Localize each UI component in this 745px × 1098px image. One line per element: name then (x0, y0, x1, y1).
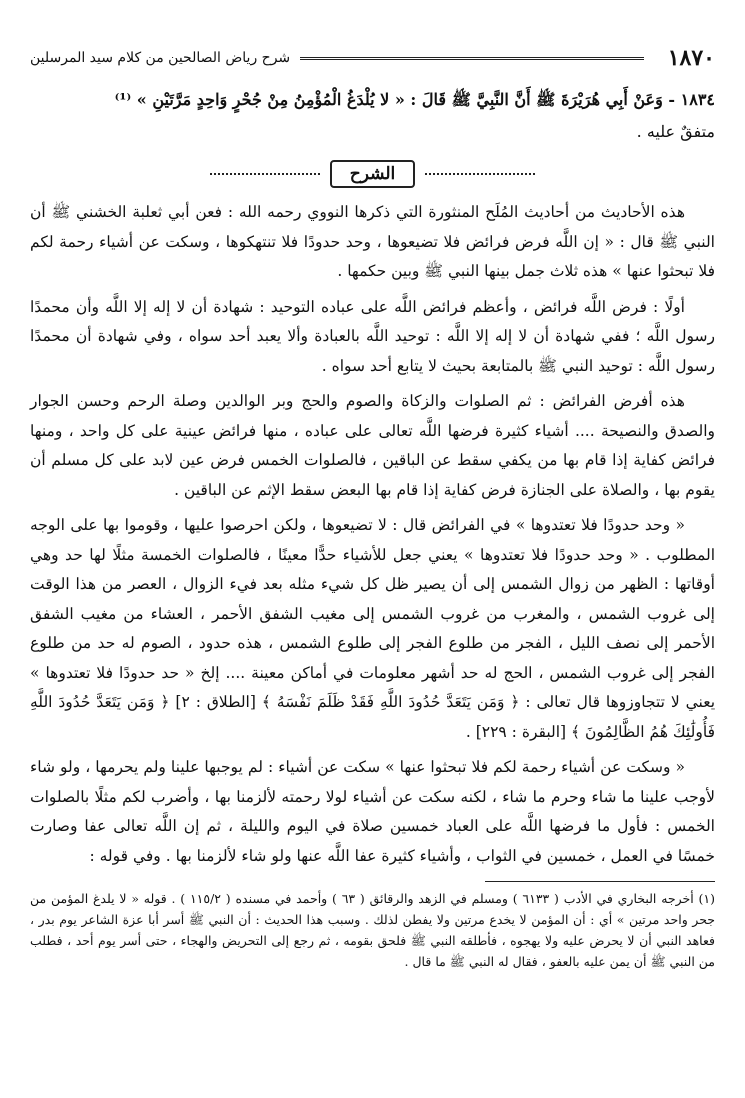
paragraph: « وحد حدودًا فلا تعتدوها » في الفرائض قال : لا تضيعوها ، ولكن احرصوا عليها ، وقوموا بها على الوجه المطلوب . « وحد حدودًا فلا تعتدوها » يعني جعل للأشياء حدًّا معينًا ، فالصلوات الخمسة مثلًا لها حد وهي أوقاتها : الظهر من زوال الشمس إلى أن يصير ظل كل شيء مثله بعد فيء الزوال ، العصر من هذا الوقت إلى غروب الشمس ، والمغرب من غروب الشمس إلى مغيب الشفق الأحمر ، العشاء من مغيب الشفق الأحمر إلى نصف الليل ، الفجر من طلوع الفجر إلى طلوع الشمس ، هذه حدود ، الصوم له حد من طلوع الفجر إلى غروب الشمس ، الحج له حد أشهر معلومات في أماكن معينة .... إلخ « حد حدودًا فلا تعتدوها » يعني لا تتجاوزوها قال تعالى : ﴿ وَمَن يَتَعَدَّ حُدُودَ اللَّهِ فَقَدْ ظَلَمَ نَفْسَهُ ﴾ [الطلاق : ٢] ﴿ وَمَن يَتَعَدَّ حُدُودَ اللَّهِ فَأُولَٰئِكَ هُمُ الظَّالِمُونَ ﴾ [البقرة : ٢٢٩] . (30, 516, 716, 741)
section-title: الشرح (330, 160, 415, 188)
footnote-separator (485, 881, 715, 882)
page-number: ١٨٧٠ (667, 45, 715, 71)
section-heading (30, 160, 715, 188)
footnote: (١) أخرجه البخاري في الأدب ( ٦١٣٣ ) ومسلم في الزهد والرقائق ( ٦٣ ) وأحمد في مسنده ( ١١٥/٢ ) . قوله « لا يلدغ المؤمن من جحر واحد مرتين » أي : أن المؤمن لا يخدع مرتين ولا يفطن لذلك . وسبب هذا الحديث : أن النبي ﷺ أسر أبا عزة الشاعر يوم بدر ، فعاهد النبي أن لا يحرض عليه ولا يهجوه ، فأطلقه النبي ﷺ فلحق بقومه ، ثم رجع إلى التحريض والهجاء ، حتى أسر يوم أحد ، فطلب من النبي ﷺ أن يمن عليه بالعفو ، فقال له النبي ﷺ ما قال . (30, 891, 715, 969)
paragraph: أولًا : فرض اللَّه فرائض ، وأعظم فرائض اللَّه على عباده التوحيد : شهادة أن لا إله إلا اللَّه وأن محمدًا رسول اللَّه ؛ ففي شهادة أن لا إله إلا اللَّه : توحيد اللَّه بالعبادة وألا يعبد أحد سواه ، وفي شهادة أن محمدًا رسول اللَّه : توحيد النبي ﷺ بالمتابعة بحيث لا يتابع أحد سواه . (30, 297, 715, 375)
paragraph: هذه الأحاديث من أحاديث المُلَح المنثورة التي ذكرها النووي رحمه الله : فعن أبي ثعلبة الخشني ﷺ أن النبي ﷺ قال : « إن اللَّه فرض فرائض فلا تضيعوها ، وحد حدودًا فلا تنتهكوها ، وسكت عن أشياء رحمة لكم فلا تبحثوا عنها » هذه ثلاث جمل بينها النبي ﷺ وبين حكمها . (30, 203, 715, 280)
hadith-block (30, 84, 715, 148)
header-rule (300, 57, 644, 60)
page-header (30, 40, 715, 76)
heading-dots-left (210, 173, 320, 175)
paragraph: « وسكت عن أشياء رحمة لكم فلا تبحثوا عنها » سكت عن أشياء : لم يوجبها علينا ولم يحرمها ، ولو شاء لأوجب علينا ما شاء وحرم ما شاء ، لكنه سكت عن أشياء لولا رحمته لألزمنا بها ، وأضرب لكم مثلًا بالصلوات الخمس : فأول ما فرضها اللَّه على العباد خمسين صلاة في اليوم والليلة ، ثم إن اللَّه تعالى عفا وصارت خمسًا في العمل ، خمسين في الثواب ، وأشياء كثيرة عفا اللَّه عنها ولو شاء لألزمنا بها . وفي قوله : (30, 758, 715, 865)
hadith-number: ١٨٣٤ - (668, 90, 715, 109)
hadith-source: متفقٌ عليه . (636, 122, 715, 141)
paragraph: هذه أفرض الفرائض : ثم الصلوات والزكاة والصوم والحج وبر الوالدين وصلة الرحم وحسن الجوار والصدق والنصيحة .... أشياء كثيرة فرضها اللَّه تعالى على عباده ، منها فرائض عينية على كل واحد ، ومنها فرائض كفاية إذا قام بها من يكفي سقط عن الباقين ، فالصلوات الخمس فرض عين لابد على كل مسلم أن يقوم بها ، والصلاة على الجنازة فرض كفاية إذا قام بها البعض سقط الإثم عن الباقين . (30, 392, 715, 499)
heading-dots-right (425, 173, 535, 175)
hadith-text: وَعَنْ أَبِي هُرَيْرَةَ ﷺ أَنَّ النَّبِيَّ ﷺ قَالَ : « لا يُلْدَغُ الْمُؤْمِنُ مِنْ جُحْرٍ وَاحِدٍ مَرَّتَيْنِ » ⁽¹⁾ (114, 90, 663, 109)
running-title: شرح رياض الصالحين من كلام سيد المرسلين (30, 50, 291, 66)
page (30, 40, 715, 972)
